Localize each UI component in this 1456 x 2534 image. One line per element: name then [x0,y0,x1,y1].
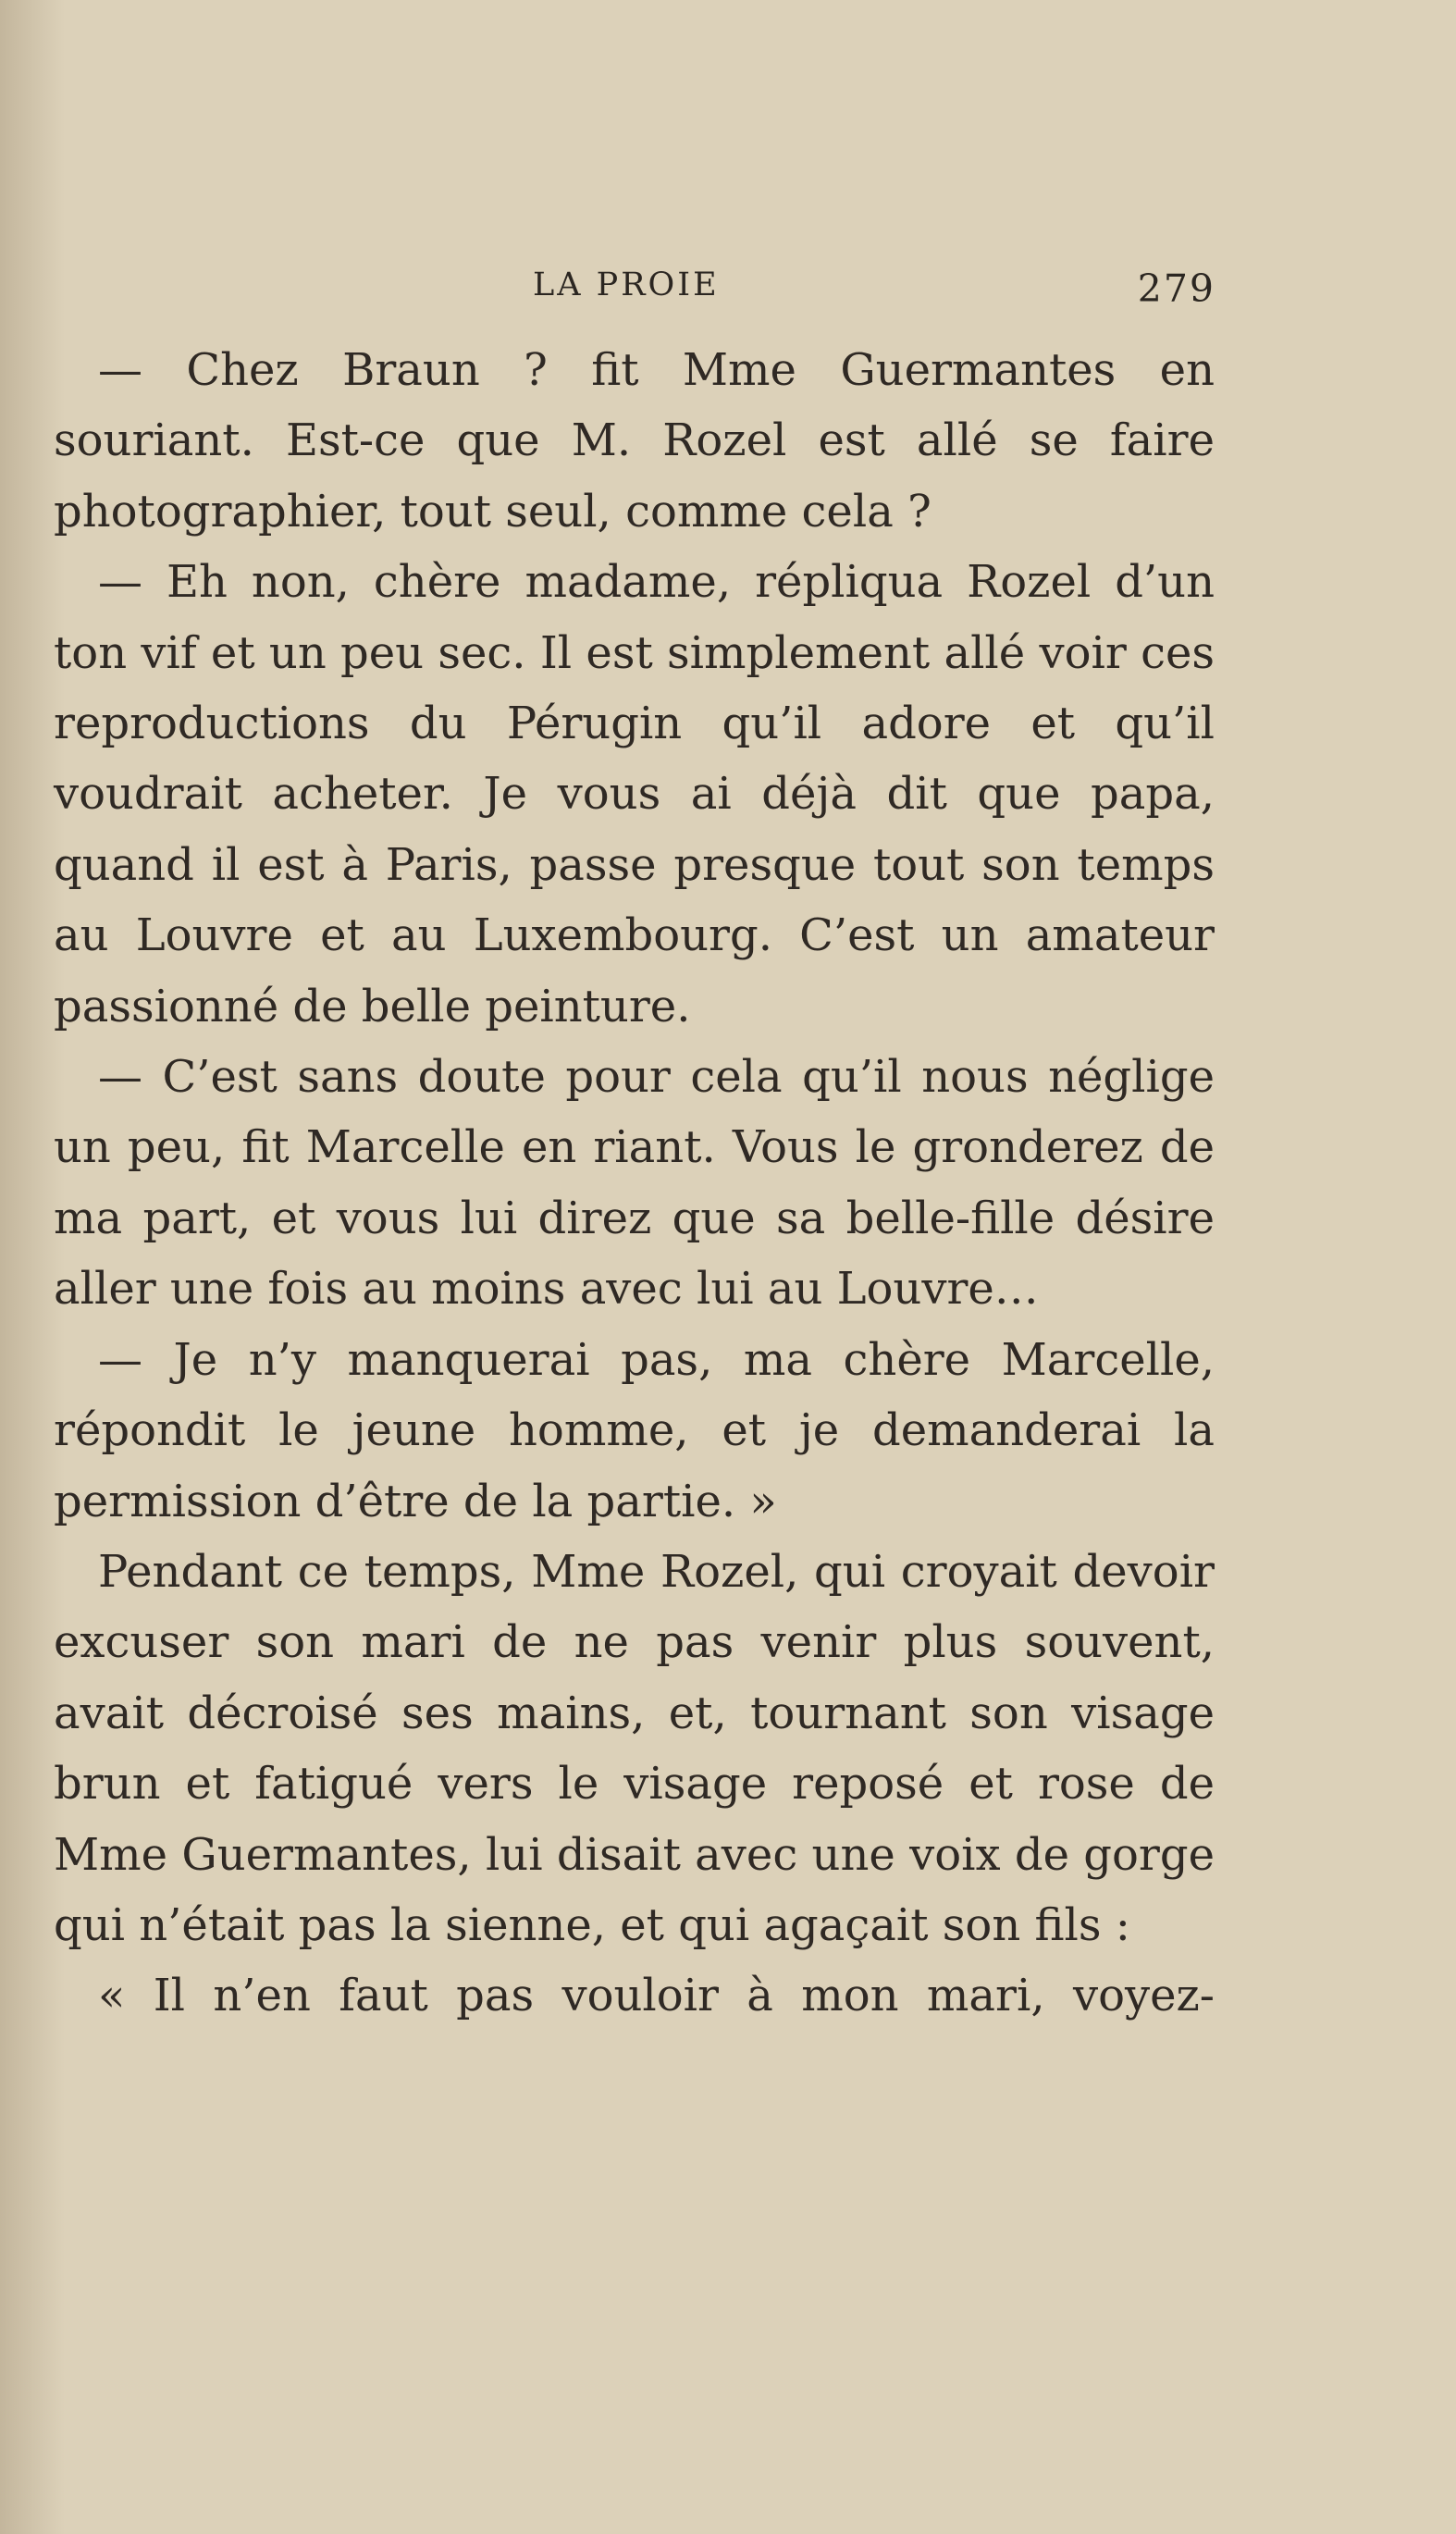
paragraph-3: — C’est sans doute pour cela qu’il nous néglige un peu, fit Marcelle en riant. Vous le gronderez de ma part, et vous lui direz que sa belle-fille désire aller une fois au moins avec lui au Louvre… [54,1051,1215,1316]
paragraph-5: Pendant ce temps, Mme Rozel, qui croyait devoir excuser son mari de ne pas venir plus souvent, avait décroisé ses mains, et, tournant son visage brun et fatigué vers le visage reposé et rose de Mme Guermantes, lui disait avec une voix de gorge qui n’était pas la sienne, et qui agaçait son fils : [54,1545,1215,1951]
paragraph-1: — Chez Braun ? fit Mme Guermantes en souriant. Est-ce que M. Rozel est allé se faire photographier, tout seul, comme cela ? [54,344,1215,538]
paragraph-6: « Il n’en faut pas vouloir à mon mari, voyez- [98,1970,1215,2022]
page-body [54,335,1215,2032]
running-title: LA PROIE [533,266,720,303]
paragraph-2: — Eh non, chère madame, répliqua Rozel d’un ton vif et un peu sec. Il est simplement allé voir ces reproductions du Pérugin qu’il adore et qu’il voudrait acheter. Je vous ai déjà dit que papa, quand il est à Paris, passe presque tout son temps au Louvre et au Luxembourg. C’est un amateur passionné de belle peinture. [54,556,1215,1032]
page-header [0,266,1456,322]
page-number: 279 [1137,266,1215,311]
paragraph-4: — Je n’y manquerai pas, ma chère Marcelle, répondit le jeune homme, et je demanderai la permission d’être de la partie. » [54,1333,1215,1527]
